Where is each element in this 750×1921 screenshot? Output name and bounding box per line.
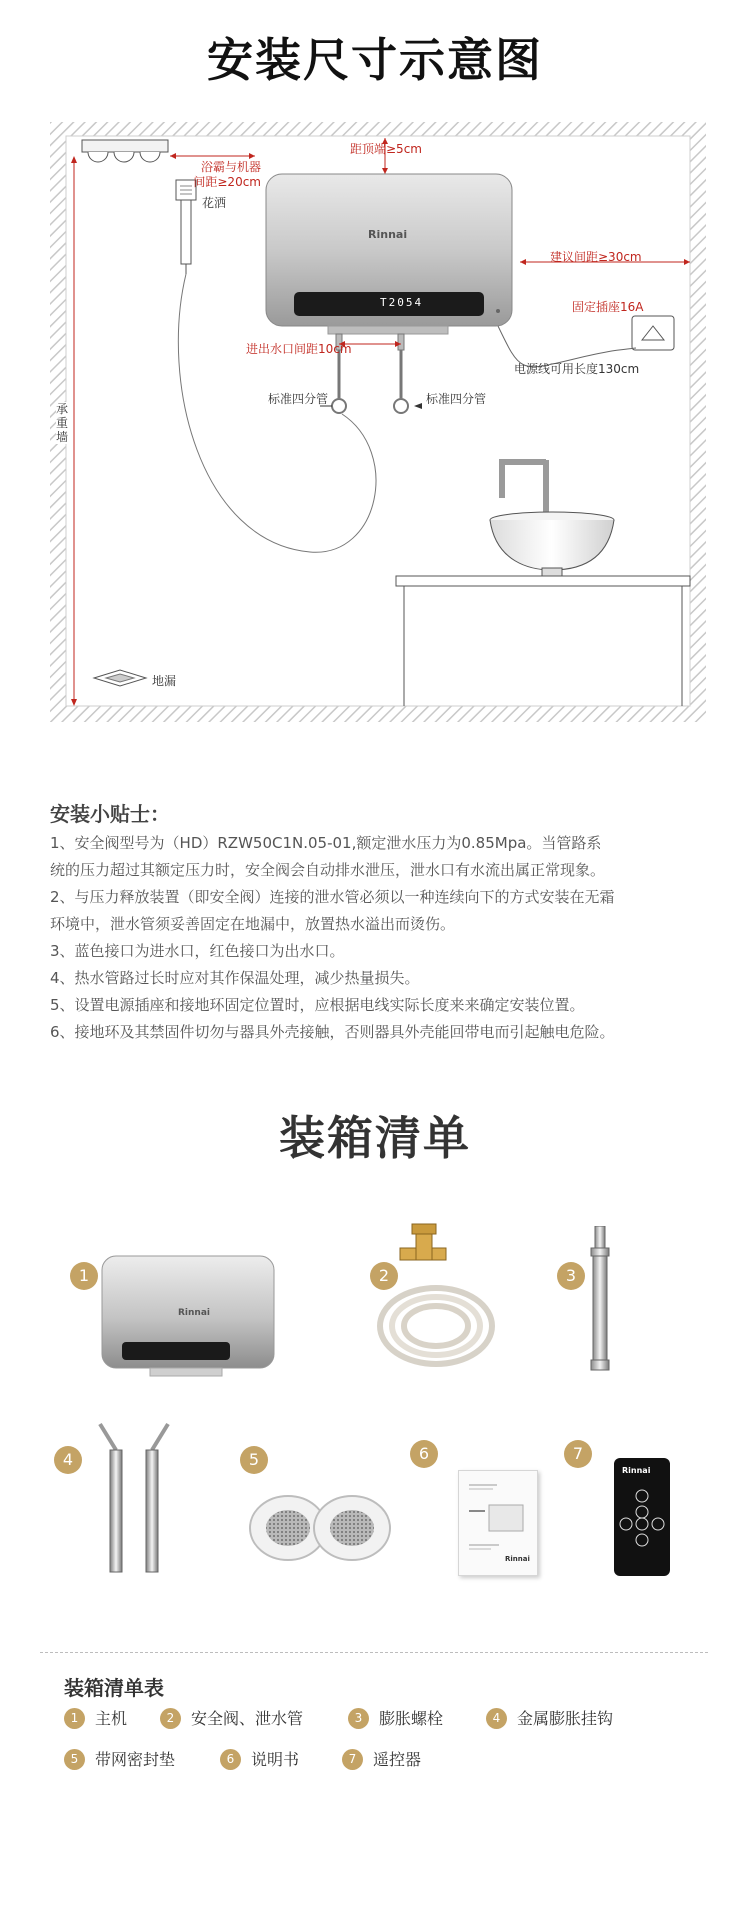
product-number-badge: 6 — [410, 1440, 438, 1468]
top-clearance-label: 距顶端≥5cm — [350, 142, 422, 156]
list-item — [348, 1708, 443, 1729]
list-item — [64, 1749, 175, 1770]
packing-title: 装箱清单 — [279, 1111, 471, 1165]
list-item-number: 3 — [348, 1708, 369, 1729]
tips-title: 安装小贴士： — [50, 802, 170, 826]
divider — [40, 1652, 708, 1653]
tip-line: 2、与压力释放装置（即安全阀）连接的泄水管必须以一种连续向下的方式安装在无霜 — [50, 888, 615, 906]
list-item — [342, 1749, 421, 1770]
tip-line: 5、设置电源插座和接地环固定位置时，应根据电线实际长度来来确定安装位置。 — [50, 996, 585, 1014]
tip-line: 环境中，泄水管须妥善固定在地漏中，放置热水溢出而烫伤。 — [50, 915, 456, 933]
tip-line: 3、蓝色接口为进水口，红色接口为出水口。 — [50, 942, 345, 960]
product-number-badge: 3 — [557, 1262, 585, 1290]
bath-heater-spacing-label — [171, 160, 261, 190]
list-item-label: 遥控器 — [373, 1750, 422, 1769]
list-item-number: 1 — [64, 1708, 85, 1729]
water-heater-icon — [266, 174, 512, 334]
list-item-label: 膨胀螺栓 — [379, 1709, 444, 1728]
gaskets-image — [248, 1490, 394, 1566]
side-clearance-label: 建议间距≥30cm — [550, 250, 642, 264]
shower-icon — [176, 180, 196, 274]
tip-line: 1、安全阀型号为（HD）RZW50C1N.05-01,额定泄水压力为0.85Mpa。当管路系 — [50, 834, 602, 852]
product-number-badge: 2 — [370, 1262, 398, 1290]
tip-line: 6、接地环及其禁固件切勿与器具外壳接触，否则器具外壳能回带电而引起触电危险。 — [50, 1023, 615, 1041]
diagram-graphic — [50, 122, 706, 722]
bath-heater-line1: 浴霸与机器 — [200, 160, 261, 174]
inlet-outlet-spacing-label: 进出水口间距10cm — [246, 342, 352, 356]
list-item — [160, 1708, 303, 1729]
page-title: 安装尺寸示意图 — [207, 33, 543, 87]
list-item-number: 2 — [160, 1708, 181, 1729]
product-number-badge: 1 — [70, 1262, 98, 1290]
product-mesh-gaskets — [248, 1490, 394, 1566]
list-item-label: 主机 — [95, 1709, 128, 1728]
heater-display: T2054 — [380, 296, 424, 309]
bath-heater-icon — [82, 140, 168, 162]
product-valve-hose — [370, 1222, 500, 1370]
list-item — [486, 1708, 613, 1729]
list-item-label: 安全阀、泄水管 — [191, 1709, 304, 1728]
bath-heater-line2: 间距≥20cm — [193, 175, 261, 189]
product-metal-hooks — [96, 1420, 172, 1576]
product-remote — [614, 1458, 670, 1576]
product-number-badge: 7 — [564, 1440, 592, 1468]
product-number-badge: 4 — [54, 1446, 82, 1474]
product-manual — [458, 1470, 538, 1576]
list-item — [220, 1749, 299, 1770]
list-item-number: 7 — [342, 1749, 363, 1770]
wall-label: 承重墙 — [56, 402, 69, 444]
packing-list-title: 装箱清单表 — [64, 1676, 164, 1700]
product-main-unit — [100, 1254, 276, 1380]
hooks-image — [96, 1420, 172, 1576]
list-item-number: 4 — [486, 1708, 507, 1729]
remote-buttons-icon — [614, 1486, 670, 1556]
socket-label: 固定插座16A — [572, 300, 644, 314]
installation-diagram — [50, 122, 706, 722]
list-item-number: 5 — [64, 1749, 85, 1770]
list-item — [64, 1708, 127, 1729]
product-expansion-bolt — [588, 1226, 612, 1372]
tip-line: 统的压力超过其额定压力时，安全阀会自动排水泄压，泄水口有水流出属正常现象。 — [50, 861, 606, 879]
tip-line: 4、热水管路过长时应对其作保温处理，减少热量损失。 — [50, 969, 420, 987]
list-item-label: 说明书 — [251, 1750, 300, 1769]
floor-drain-label: 地漏 — [152, 674, 177, 688]
bolt-image — [588, 1226, 612, 1372]
cable-length-label: 电源线可用长度130cm — [514, 362, 640, 376]
list-item-label: 带网密封垫 — [95, 1750, 176, 1769]
list-item-number: 6 — [220, 1749, 241, 1770]
heater-brand: Rinnai — [368, 228, 408, 241]
product-number-badge: 5 — [240, 1446, 268, 1474]
socket-icon — [632, 316, 674, 350]
sink-icon — [396, 460, 690, 706]
valve-hose-image — [370, 1222, 500, 1370]
shower-label: 花洒 — [202, 196, 227, 210]
remote-brand: Rinnai — [622, 1466, 651, 1475]
floor-drain-icon — [94, 670, 146, 686]
pipe-left-label: 标准四分管 — [268, 392, 329, 406]
list-item-label: 金属膨胀挂钩 — [517, 1709, 614, 1728]
manual-brand: Rinnai — [505, 1555, 530, 1563]
product-brand: Rinnai — [178, 1308, 210, 1318]
pipe-right-label: 标准四分管 — [426, 392, 487, 406]
